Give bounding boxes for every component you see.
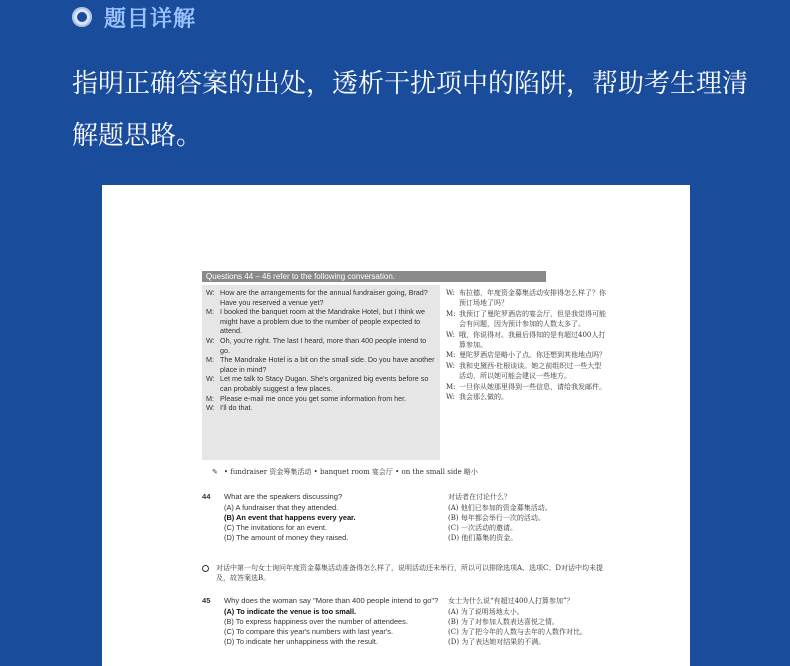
dialog-line: W: Let me talk to Stacy Dugan. She's organized big events before so can probably suggest a few places. xyxy=(206,374,429,393)
dialog-line: M: 曼陀罗酒店是略小了点。你还想到其他地点吗？ xyxy=(446,351,606,360)
answer-option: (C) The invitations for an event. (C) 一次活动的邀请。 xyxy=(224,523,518,533)
answer-option: (D) The amount of money they raised. (D) 他们募集的资金。 xyxy=(224,533,518,543)
explanation-44: 对话中第一句女士询问年度资金募集活动准备得怎么样了，说明活动还未举行，所以可以排除选项A、选项C、D对话中均未提及，故答案选B。 xyxy=(202,563,606,584)
questions-header: Questions 44 – 46 refer to the following conversation. xyxy=(202,271,546,282)
question-number: 44 xyxy=(202,492,211,501)
question-text-zh: 女士为什么说“有超过400人打算参加”？ xyxy=(448,597,574,605)
pen-icon: ✎ xyxy=(212,468,218,476)
dialog-line: M: 我预订了曼陀罗酒店的宴会厅，但是我觉得可能会有问题，因为预计参加的人数太多了。 xyxy=(446,309,606,329)
dialog-line: M: 一旦你从她那里得到一些信息，请给我发邮件。 xyxy=(446,382,606,391)
section-header xyxy=(72,0,196,34)
dialog-line: M: The Mandrake Hotel is a bit on the small side. Do you have another place in mind? xyxy=(206,355,435,374)
section-description: 指明正确答案的出处，透析干扰项中的陷阱，帮助考生理清解题思路。 xyxy=(72,69,749,151)
sample-page-image xyxy=(102,185,690,666)
dialog-line: M: I booked the banquet room at the Mandrake Hotel, but I think we might have a problem due to the number of people expected to attend. xyxy=(206,307,425,336)
answer-option: (D) To indicate her unhappiness with the result. (D) 为了表达她对结果的不满。 xyxy=(224,637,546,647)
answer-option-correct: (B) An event that happens every year. (B) 每年都会举行一次的活动。 xyxy=(224,512,545,522)
dialog-line: W: 布拉德，年度资金募集活动安排得怎么样了？你预订场地了吗？ xyxy=(446,289,606,308)
question-number: 45 xyxy=(202,596,211,605)
question-44 xyxy=(202,492,606,544)
section-title: 题目详解 xyxy=(104,6,197,32)
dialog-line: W: 哦，你说得对。我最后得知的是有超过400人打算参加。 xyxy=(446,330,606,350)
question-45 xyxy=(202,596,606,648)
circle-bullet-icon xyxy=(72,7,92,27)
answer-option: (B) To express happiness over the number of attendees. (B) 为了对参加人数表达喜悦之情。 xyxy=(224,616,559,626)
dialog-line: W: Oh, you're right. The last I heard, more than 400 people intend to go. xyxy=(206,335,427,355)
answer-option: (A) A fundraiser that they attended. (A) 他们已参加的资金募集活动。 xyxy=(224,502,552,512)
dialog-line: M: Please e-mail me once you get some information from her. xyxy=(206,393,407,403)
question-text-zh: 对话者在讨论什么？ xyxy=(448,493,511,501)
dialog-line: W: 我和史黛西·杜根谈谈。她之前组织过一些大型活动，所以她可能会建议一些地方。 xyxy=(446,361,602,381)
question-text-en: What are the speakers discussing? xyxy=(224,492,343,501)
question-text-en: Why does the woman say "More than 400 people intend to go"? xyxy=(224,596,439,605)
dialog-line: W: 我会那么做的。 xyxy=(446,393,508,402)
dialog-english xyxy=(202,285,440,460)
dialog-line: W: I'll do that. xyxy=(206,403,253,413)
explanation-icon xyxy=(202,563,216,584)
vocabulary-note: ✎ • fundraiser 资金筹集活动 • banquet room 宴会厅 • on the small side 略小 xyxy=(212,468,478,476)
dialog-chinese xyxy=(446,288,606,402)
answer-option: (C) To compare this year's numbers with last year's. (C) 为了把今年的人数与去年的人数作对比。 xyxy=(224,627,588,637)
answer-option-correct: (A) To indicate the venue is too small. (A) 为了说明场地太小。 xyxy=(224,606,524,616)
dialog-line: W: How are the arrangements for the annual fundraiser going, Brad? Have you reserved a venue yet? xyxy=(206,288,428,307)
